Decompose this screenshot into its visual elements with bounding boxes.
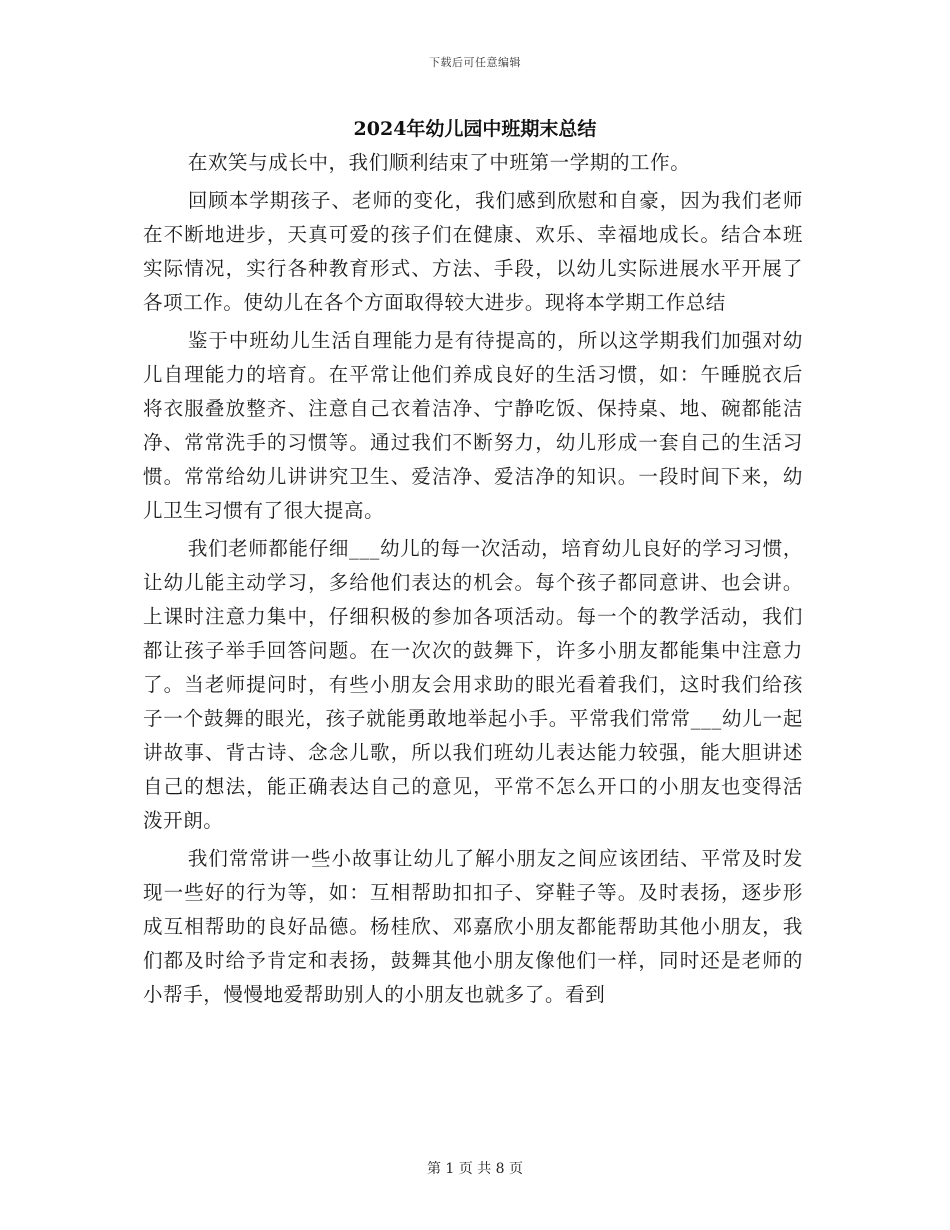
paragraph-5: 我们常常讲一些小故事让幼儿了解小朋友之间应该团结、平常及时发现一些好的行为等，如：互相帮助扣扣子、穿鞋子等。及时表扬，逐步形成互相帮助的良好品德。杨桂欣、邓嘉欣小朋友都能帮助其他小朋友，我们都及时给予肯定和表扬，鼓舞其他小朋友像他们一样，同时还是老师的小帮手，慢慢地爱帮助别人的小朋友也就多了。看到 <box>143 847 803 1006</box>
paragraph-1: 在欢笑与成长中，我们顺利结束了中班第一学期的工作。 <box>187 151 691 174</box>
document-title: 2024年幼儿园中班期末总结 <box>353 118 597 140</box>
paragraph-3: 鉴于中班幼儿生活自理能力是有待提高的，所以这学期我们加强对幼儿自理能力的培育。在平常让他们养成良好的生活习惯，如：午睡脱衣后将衣服叠放整齐、注意自己衣着洁净、宁静吃饭、保持桌、地、碗都能洁净、常常洗手的习惯等。通过我们不断努力，幼儿形成一套自己的生活习惯。常常给幼儿讲讲究卫生、爱洁净、爱洁净的知识。一段时间下来，幼儿卫生习惯有了很大提高。 <box>143 329 803 522</box>
paragraph-4: 我们老师都能仔细___幼儿的每一次活动，培育幼儿良好的学习习惯，让幼儿能主动学习，多给他们表达的机会。每个孩子都同意讲、也会讲。上课时注意力集中，仔细积极的参加各项活动。每一个的教学活动，我们都让孩子举手回答问题。在一次次的鼓舞下，许多小朋友都能集中注意力了。当老师提问时，有些小朋友会用求助的眼光看着我们，这时我们给孩子一个鼓舞的眼光，孩子就能勇敢地举起小手。平常我们常常___幼儿一起讲故事、背古诗、念念儿歌，所以我们班幼儿表达能力较强，能大胆讲述自己的想法，能正确表达自己的意见，平常不怎么开口的小朋友也变得活泼开朗。 <box>143 537 803 832</box>
document-body <box>143 146 803 1016</box>
header-note: 下载后可任意编辑 <box>429 56 521 69</box>
paragraph-2: 回顾本学期孩子、老师的变化，我们感到欣慰和自豪，因为我们老师在不断地进步，天真可爱的孩子们在健康、欢乐、幸福地成长。结合本班实际情况，实行各种教育形式、方法、手段，以幼儿实际进展水平开展了各项工作。使幼儿在各个方面取得较大进步。现将本学期工作总结 <box>143 189 803 314</box>
page-number: 第 1 页 共 8 页 <box>426 1161 524 1177</box>
